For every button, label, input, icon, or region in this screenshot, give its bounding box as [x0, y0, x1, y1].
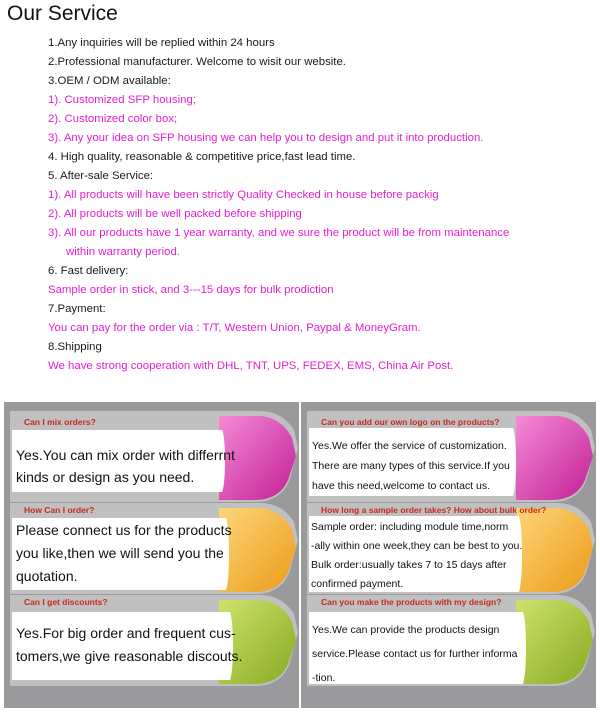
faq-question: How Can I order?	[24, 505, 95, 515]
answer-line: service.Please contact us for further informa	[312, 648, 518, 660]
service-line: We have strong cooperation with DHL, TNT, UPS, FEDEX, EMS, China Air Post.	[48, 360, 454, 372]
answer-line: kinds or design as you need.	[16, 469, 195, 485]
answer-line: Yes.We offer the service of customization.	[312, 440, 507, 452]
faq-card	[4, 500, 299, 598]
answer-line: Please connect us for the products	[16, 522, 232, 538]
answer-line: tomers,we give reasonable discouts.	[16, 648, 243, 664]
answer-line: Yes.We can provide the products design	[312, 624, 500, 636]
faq-question: Can I get discounts?	[24, 597, 108, 607]
service-line: 1). Customized SFP housing;	[48, 94, 196, 106]
faq-answer	[16, 622, 242, 668]
service-line: 7.Payment:	[48, 303, 106, 315]
service-line: 2). Customized color box;	[48, 113, 178, 125]
faq-answer	[16, 444, 235, 488]
answer-line: Bulk order:usually takes 7 to 15 days after	[311, 559, 507, 571]
faq-answer	[312, 436, 510, 496]
service-line: 3.OEM / ODM available:	[48, 75, 171, 87]
answer-line: confirmed payment.	[311, 578, 404, 590]
answer-line: Sample order: including module time,norm	[311, 521, 509, 533]
service-line: 3). Any your idea on SFP housing we can help you to design and put it into production.	[48, 132, 484, 144]
service-line: You can pay for the order via : T/T, Western Union, Paypal & MoneyGram.	[48, 322, 421, 334]
answer-line: have this need,welcome to contact us.	[312, 480, 491, 492]
answer-line: -tion.	[312, 672, 336, 684]
answer-line: quotation.	[16, 568, 78, 584]
service-line: 8.Shipping	[48, 341, 102, 353]
faq-question: How long a sample order takes? How about bulk order?	[321, 505, 547, 515]
faq-panel-right	[301, 402, 596, 708]
service-line: 5. After-sale Service:	[48, 170, 154, 182]
faq-question: Can you add our own logo on the products?	[321, 417, 500, 427]
faq-card	[301, 408, 596, 506]
service-line: 2). All products will be well packed before shipping	[48, 208, 302, 220]
service-line: 3). All our products have 1 year warranty, and we sure the product will be from maintenance	[48, 227, 510, 239]
faq-answer	[311, 518, 522, 594]
faq-question: Can you make the products with my design?	[321, 597, 502, 607]
faq-question: Can I mix orders?	[24, 417, 96, 427]
answer-line: Yes.For big order and frequent cus-	[16, 625, 236, 641]
service-line: within warranty period.	[66, 246, 180, 258]
service-line: 1). All products will have been strictly Quality Checked in house before packig	[48, 189, 439, 201]
faq-answer	[312, 618, 517, 690]
answer-line: you like,then we will send you the	[16, 545, 224, 561]
service-line: 1.Any inquiries will be replied within 24 hours	[48, 37, 275, 49]
answer-line: -ally within one week,they can be best to you.	[311, 540, 523, 552]
faq-card	[301, 592, 596, 690]
service-line: 6. Fast delivery:	[48, 265, 129, 277]
faq-card	[301, 500, 596, 598]
service-line: 4. High quality, reasonable & competitive price,fast lead time.	[48, 151, 356, 163]
faq-panel-left	[4, 402, 299, 708]
answer-line: There are many types of this service.If you	[312, 460, 510, 472]
answer-line: Yes.You can mix order with differrnt	[16, 447, 235, 463]
page-title: Our Service	[7, 2, 118, 25]
service-line: Sample order in stick, and 3---15 days for bulk prodiction	[48, 284, 334, 296]
faq-card	[4, 592, 299, 690]
faq-answer	[16, 519, 232, 588]
service-line: 2.Professional manufacturer. Welcome to wisit our website.	[48, 56, 346, 68]
faq-card	[4, 408, 299, 506]
